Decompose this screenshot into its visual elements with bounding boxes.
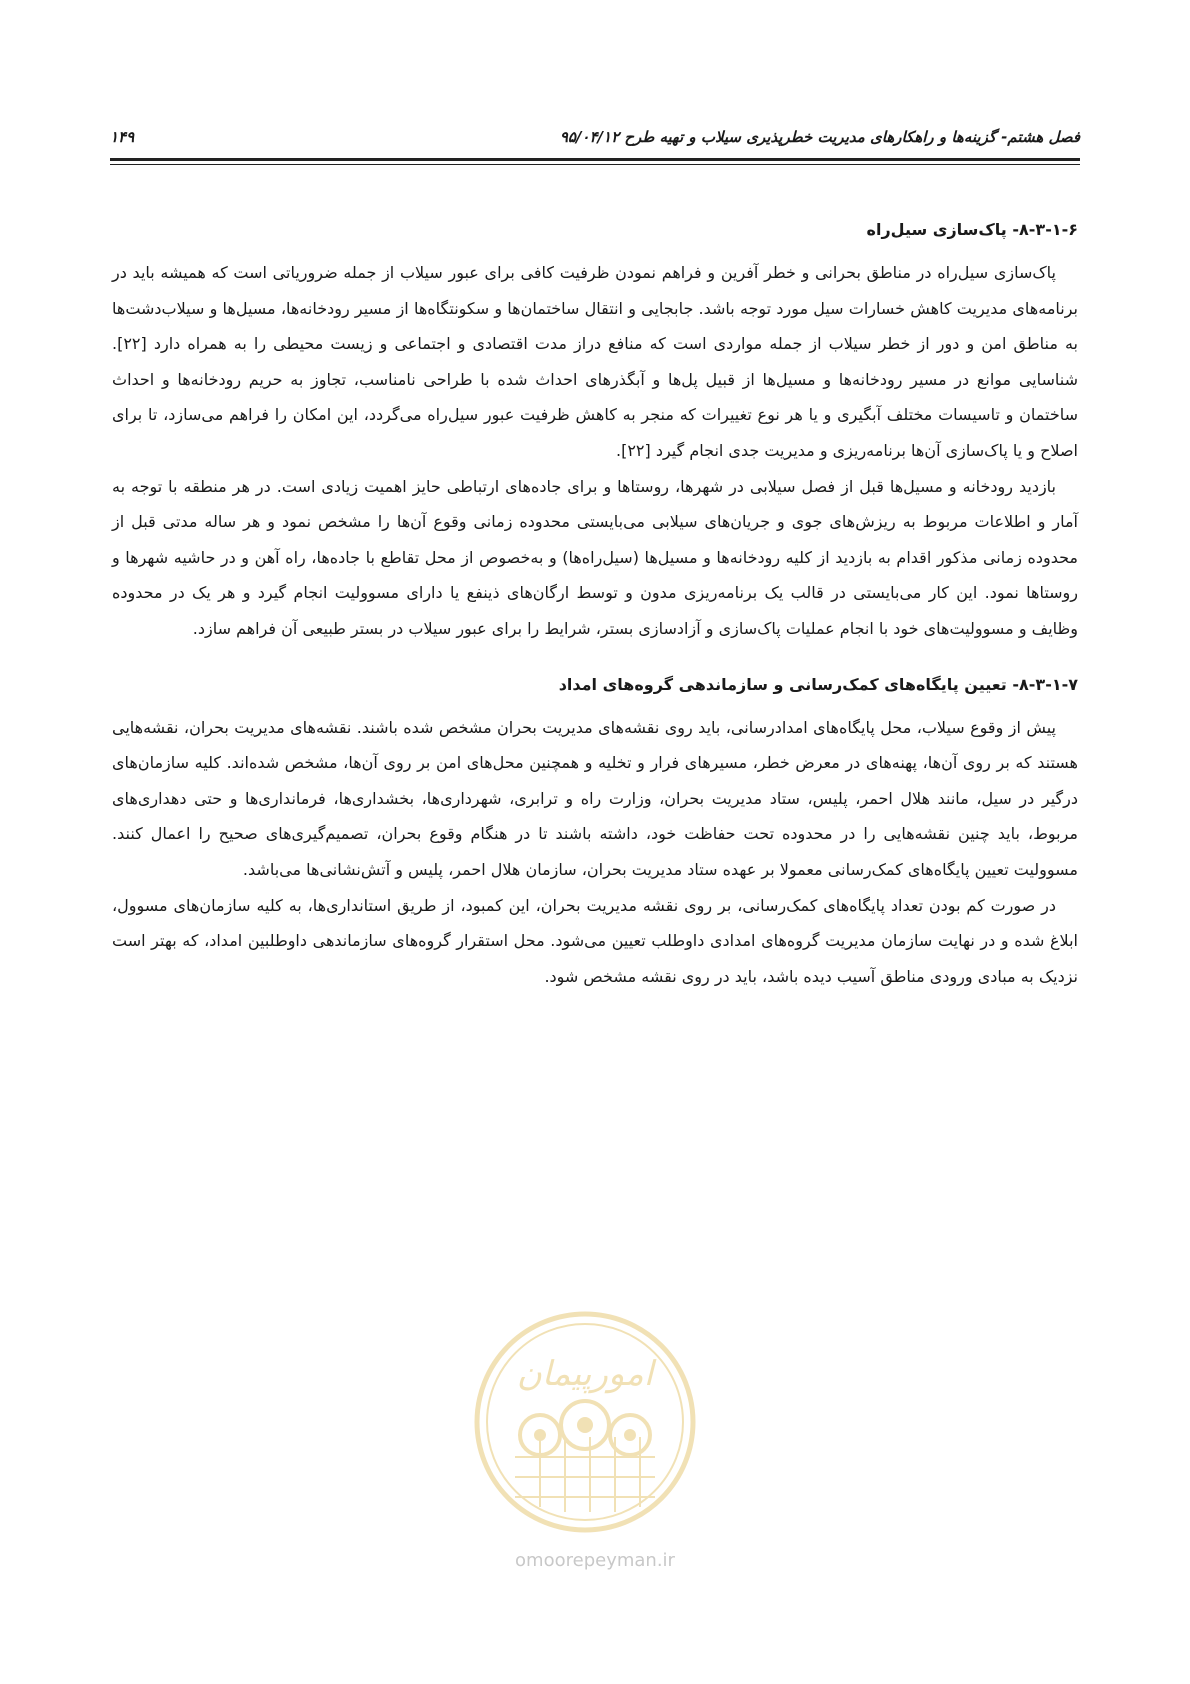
gear-scales-logo-icon xyxy=(470,1307,700,1537)
chapter-title: فصل هشتم- گزینه‌ها و راهکارهای مدیریت خطرپذیری سیلاب و تهیه طرح ۹۵/۰۴/۱۲ xyxy=(559,128,1080,146)
paragraph: بازدید رودخانه و مسیل‌ها قبل از فصل سیلابی در شهرها، روستاها و برای جاده‌های ارتباطی حایز اهمیت زیادی است. در هر منطقه با توجه به آمار و اطلاعات مربوط به ریزش‌های جوی و جریان‌های سیلابی می‌بایستی محدوده زمانی وقوع آن‌ها را مشخص نمود و هر ساله مدتی قبل از محدوده زمانی مذکور اقدام به بازدید از کلیه رودخانه‌ها و مسیل‌ها (سیل‌راه‌ها) و به‌خصوص از محل تقاطع با جاده‌ها، راه آهن و در حاشیه شهرها و روستاها نمود. این کار می‌بایستی در قالب یک برنامه‌ریزی مدون و توسط ارگان‌های ذینفع یا دارای مسوولیت انجام گیرد و هر یک در محدوده وظایف و مسوولیت‌های خود با انجام عملیات پاک‌سازی و آزادسازی بستر، شرایط را برای عبور سیلاب در بستر طبیعی آن فراهم سازد. xyxy=(112,476,1078,638)
paragraph: پاک‌سازی سیل‌راه در مناطق بحرانی و خطر آفرین و فراهم نمودن ظرفیت کافی برای عبور سیلاب از جمله ضروریاتی است که همیشه باید در برنامه‌های مدیریت کاهش خسارات سیل مورد توجه باشد. جابجایی و انتقال ساختمان‌ها و سکونتگاه‌ها از مسیر رودخانه‌ها، مسیل‌ها و سیلاب‌دشت‌ها به مناطق امن و دور از خطر سیلاب از جمله مواردی است که منافع دراز مدت اقتصادی و اجتماعی و زیست محیطی را به همراه دارد [۲۲]. شناسایی موانع در مسیر رودخانه‌ها و مسیل‌ها از قبیل پل‌ها و آبگذرهای احداث شده با طراحی نامناسب، تجاوز به حریم رودخانه‌ها و احداث ساختمان و تاسیسات مختلف آبگیری و یا هر نوع تغییرات که منجر به کاهش ظرفیت عبور سیل‌راه می‌گردد، این امکان را فراهم می‌سازد، تا برای اصلاح و یا پاک‌سازی آن‌ها برنامه‌ریزی و مدیریت جدی انجام گیرد [۲۲]. xyxy=(112,263,1078,460)
paragraph: در صورت کم بودن تعداد پایگاه‌های کمک‌رسانی، بر روی نقشه مدیریت بحران، این کمبود، از طریق استانداری‌ها، به کلیه سازمان‌های مسوول، ابلاغ شده و در نهایت سازمان مدیریت گروه‌های امدادی داوطلب تعیین می‌شود. محل استقرار گروه‌های سازماندهی داوطلبین امداد، که بهتر است نزدیک به مبادی ورودی مناطق آسیب دیده باشد، باید در روی نقشه مشخص شود. xyxy=(112,895,1078,986)
watermark-url: omoorepeyman.ir xyxy=(515,1550,675,1571)
section-heading: ۸-۳-۱-۷- تعیین پایگاه‌های کمک‌رسانی و سازماندهی گروه‌های امداد xyxy=(558,674,1078,694)
section-heading: ۸-۳-۱-۶- پاک‌سازی سیل‌راه xyxy=(866,220,1078,239)
document-body xyxy=(112,212,1078,994)
paragraph: پیش از وقوع سیلاب، محل پایگاه‌های امدادرسانی، باید روی نقشه‌های مدیریت بحران مشخص شده باشند. نقشه‌های مدیریت بحران، نقشه‌هایی هستند که بر روی آن‌ها، پهنه‌های در معرض خطر، مسیرهای فرار و تخلیه و همچنین محل‌های امن بر روی آن‌ها، مشخص شده‌اند. کلیه سازمان‌های درگیر در سیل، مانند هلال احمر، پلیس، ستاد مدیریت بحران، وزارت راه و ترابری، شهرداری‌ها، بخشداری‌ها، فرمانداری‌ها و حتی دهداری‌های مربوط، باید چنین نقشه‌هایی را در محدوده تحت حفاظت خود، داشته باشند تا در هنگام وقوع بحران، تصمیم‌گیری‌های صحیح را اعمال کنند. مسوولیت تعیین پایگاه‌های کمک‌رسانی معمولا بر عهده ستاد مدیریت بحران، سازمان هلال احمر، پلیس و آتش‌نشانی‌ها می‌باشد. xyxy=(112,717,1078,879)
header-rule-thick xyxy=(110,158,1080,161)
page-header xyxy=(110,128,1080,146)
header-rule-thin xyxy=(110,164,1080,165)
watermark-logo-text: امورپیمان xyxy=(516,1354,654,1394)
page-number: ۱۴۹ xyxy=(110,128,135,146)
